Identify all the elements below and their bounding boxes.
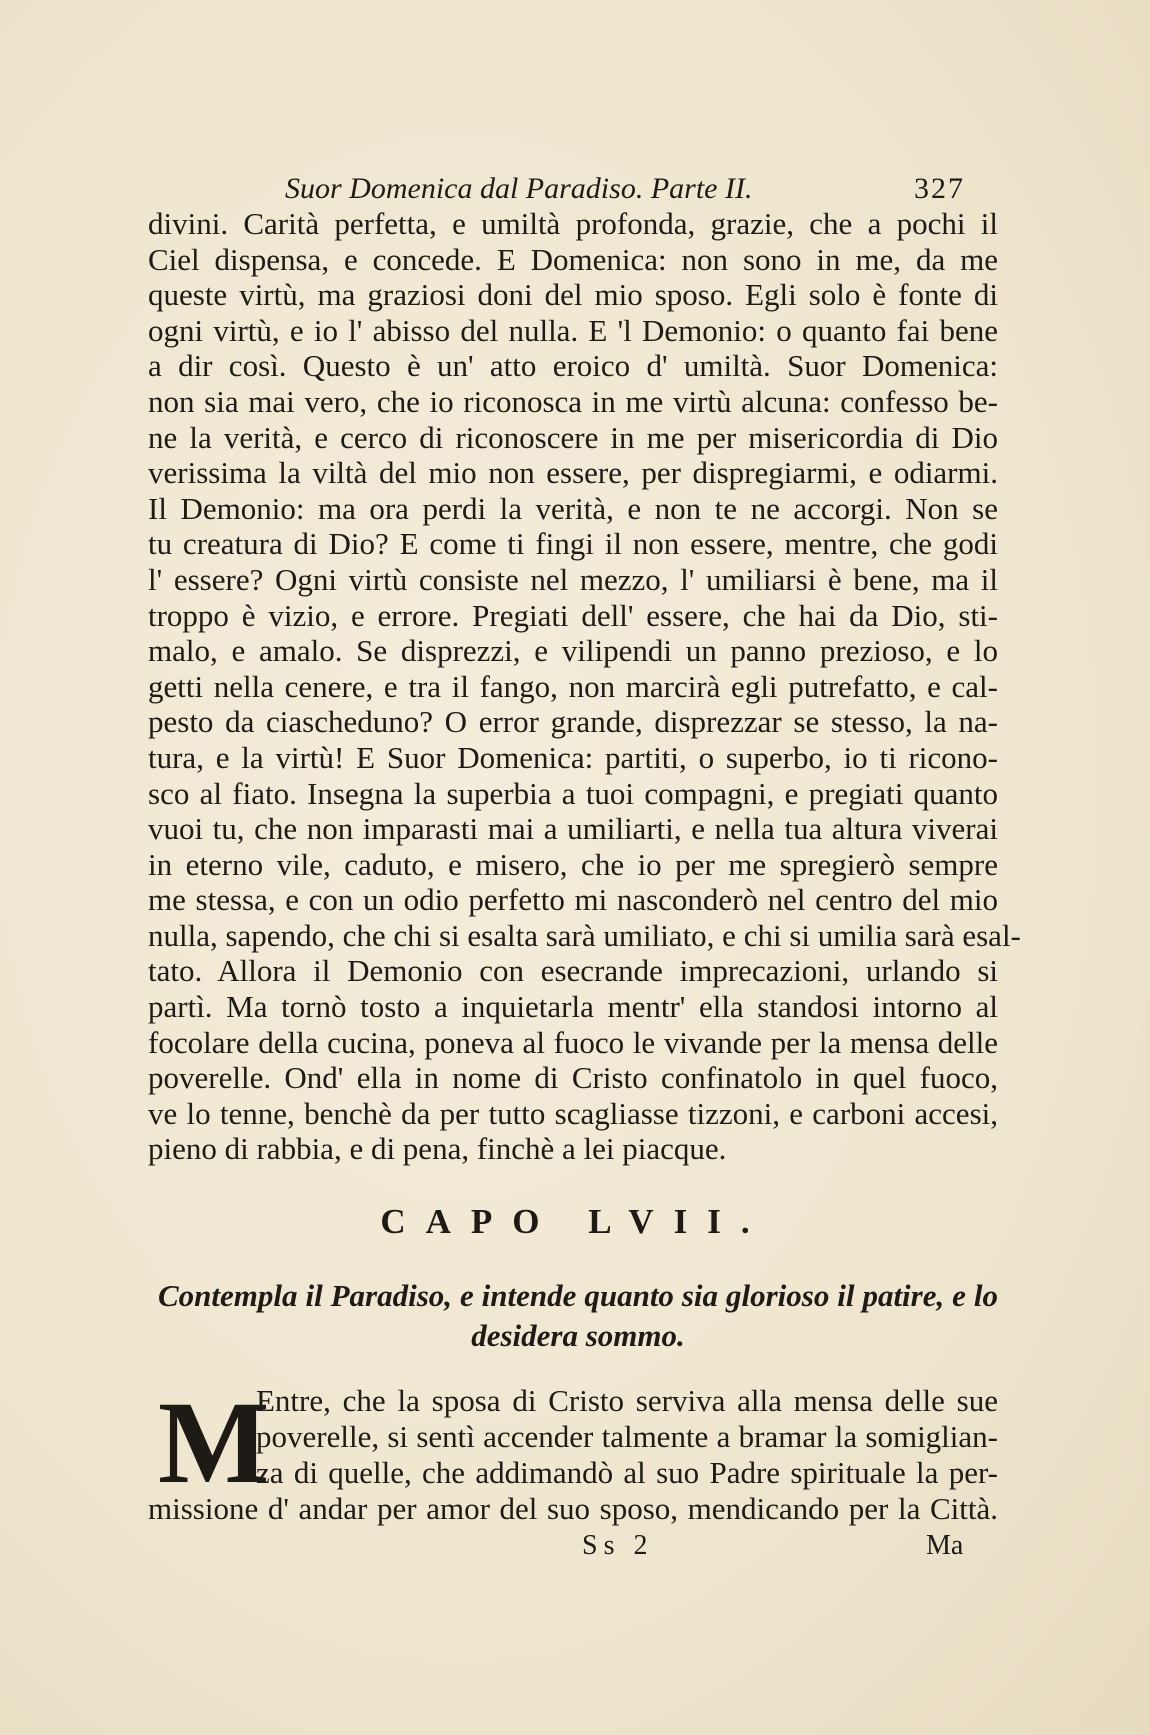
running-title: Suor Domenica dal Paradiso. Parte II. xyxy=(285,172,753,205)
text-line: ogni virtù, e io l' abisso del nulla. E 'l Demonio: o quanto fai bene xyxy=(148,312,998,348)
text-line: ve lo tenne, benchè da per tutto scagliasse tizzoni, e carboni accesi, xyxy=(148,1095,998,1131)
text-line: getti nella cenere, e tra il fango, non marcirà egli putrefatto, e cal- xyxy=(148,668,998,704)
text-line: za di quelle, che addimandò al suo Padre spirituale la per- xyxy=(256,1455,998,1490)
text-line: focolare della cucina, poneva al fuoco le vivande per la mensa delle xyxy=(148,1024,998,1060)
text-line: Ciel dispensa, e concede. E Domenica: non sono in me, da me xyxy=(148,241,998,277)
text-line: poverelle, si sentì accender talmente a bramar la somiglian- xyxy=(256,1419,998,1454)
page-number: 327 xyxy=(914,172,965,205)
text-line: queste virtù, ma graziosi doni del mio sposo. Egli solo è fonte di xyxy=(148,277,998,313)
summary-line: desidera sommo. xyxy=(471,1318,685,1353)
text-line: divini. Carità perfetta, e umiltà profonda, grazie, che a pochi il xyxy=(148,206,998,241)
opening-paragraph xyxy=(148,1377,998,1527)
page-footer xyxy=(0,1530,1150,1570)
text-line: verissima la viltà del mio non essere, per dispregiarmi, e odiarmi. xyxy=(148,455,998,491)
text-line: tura, e la virtù! E Suor Domenica: partiti, o superbo, io ti ricono- xyxy=(148,739,998,775)
text-line: tu creatura di Dio? E come ti fingi il non essere, mentre, che godi xyxy=(148,526,998,562)
text-line: tato. Allora il Demonio con esecrande imprecazioni, urlando si xyxy=(148,953,998,989)
text-line: in eterno vile, caduto, e misero, che io per me spregierò sempre xyxy=(148,846,998,882)
text-line: pesto da ciascheduno? O error grande, disprezzar se stesso, la na- xyxy=(148,704,998,740)
text-line: ne la verità, e cerco di riconoscere in me per misericordia di Dio xyxy=(148,419,998,455)
text-line: troppo è vizio, e errore. Pregiati dell' essere, che hai da Dio, sti- xyxy=(148,597,998,633)
text-line: pieno di rabbia, e di pena, finchè a lei piacque. xyxy=(148,1131,727,1167)
text-line: Il Demonio: ma ora perdi la verità, e non te ne accorgi. Non se xyxy=(148,490,998,526)
text-line: l' essere? Ogni virtù consiste nel mezzo, l' umiliarsi è bene, ma il xyxy=(148,561,998,597)
text-line: sco al fiato. Insegna la superbia a tuoi compagni, e pregiati quanto xyxy=(148,775,998,811)
chapter-summary xyxy=(158,1276,998,1356)
text-line: me stessa, e con un odio perfetto mi nasconderò nel centro del mio xyxy=(148,882,998,918)
text-line: partì. Ma tornò tosto a inquietarla mentr' ella standosi intorno al xyxy=(148,989,998,1025)
text-line: non sia mai vero, che io riconosca in me virtù alcuna: confesso be- xyxy=(148,383,998,419)
text-line: malo, e amalo. Se disprezzi, e vilipendi un panno prezioso, e lo xyxy=(148,633,998,669)
signature-mark: Ss 2 xyxy=(582,1530,654,1561)
drop-cap: M xyxy=(158,1377,270,1508)
chapter-heading: CAPO LVII. xyxy=(380,1202,770,1241)
text-line: poverelle. Ond' ella in nome di Cristo confinatolo in quel fuoco, xyxy=(148,1060,998,1096)
summary-line: Contempla il Paradiso, e intende quanto sia glorioso il patire, e lo xyxy=(158,1278,998,1313)
text-line: missione d' andar per amor del suo sposo, mendicando per la Città. xyxy=(148,1491,998,1526)
main-text xyxy=(148,206,1021,1167)
text-line: Entre, che la sposa di Cristo serviva alla mensa delle sue xyxy=(256,1383,998,1418)
catchword: Ma xyxy=(926,1530,964,1561)
text-line: a dir così. Questo è un' atto eroico d' umiltà. Suor Domenica: xyxy=(148,348,998,384)
text-line: vuoi tu, che non imparasti mai a umiliarti, e nella tua altura viverai xyxy=(148,811,998,847)
text-line: nulla, sapendo, che chi si esalta sarà umiliato, e chi si umilia sarà esal- xyxy=(148,917,1021,953)
